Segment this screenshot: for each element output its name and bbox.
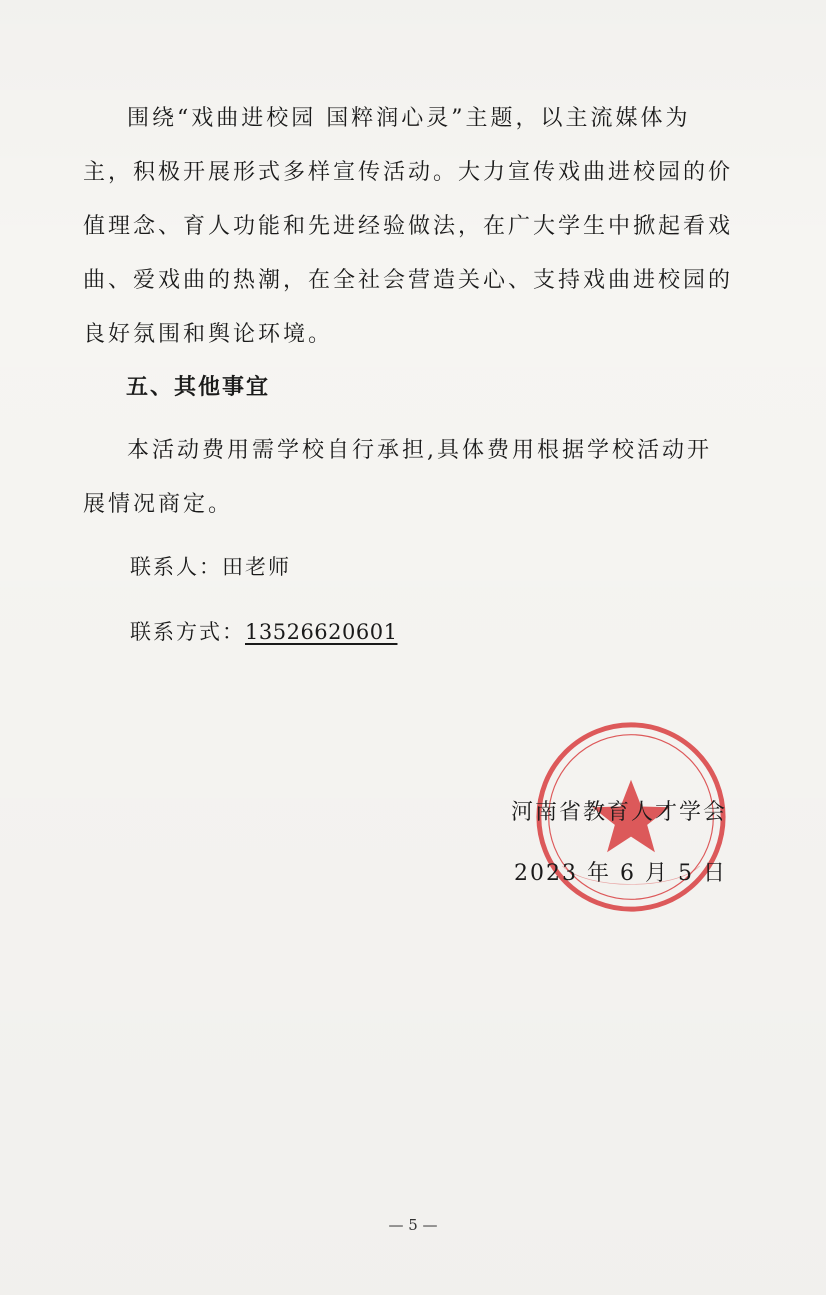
section-heading: 五、其他事宜 (126, 375, 271, 400)
paragraph-2-text: 本活动费用需学校自行承担,具体费用根据学校活动开展情况商定。 (83, 438, 712, 517)
paragraph-1-text: 围绕“戏曲进校园 国粹润心灵”主题，以主流媒体为主，积极开展形式多样宣传活动。大力宣传戏曲进校园的价值理念、育人功能和先进经验做法，在广大学生中掀起看戏曲、爱戏曲的热潮，在全社会营造关心、支持戏曲进校园的良好氛围和舆论环境。 (83, 106, 734, 347)
contact-person (130, 551, 291, 581)
phone-number-link[interactable]: 13526620601 (245, 620, 398, 644)
contact-phone (130, 616, 397, 646)
signature-date: 2023 年 6 月 5 日 (514, 861, 727, 886)
signature-organization: 河南省教育人才学会 (510, 800, 727, 825)
contact-person-label: 联系人： (130, 555, 222, 579)
body-paragraph-1 (83, 92, 733, 362)
page-number: — 5 — (388, 1216, 438, 1234)
contact-person-name: 田老师 (222, 555, 291, 579)
body-paragraph-2 (83, 424, 733, 532)
contact-phone-label: 联系方式： (130, 620, 245, 644)
